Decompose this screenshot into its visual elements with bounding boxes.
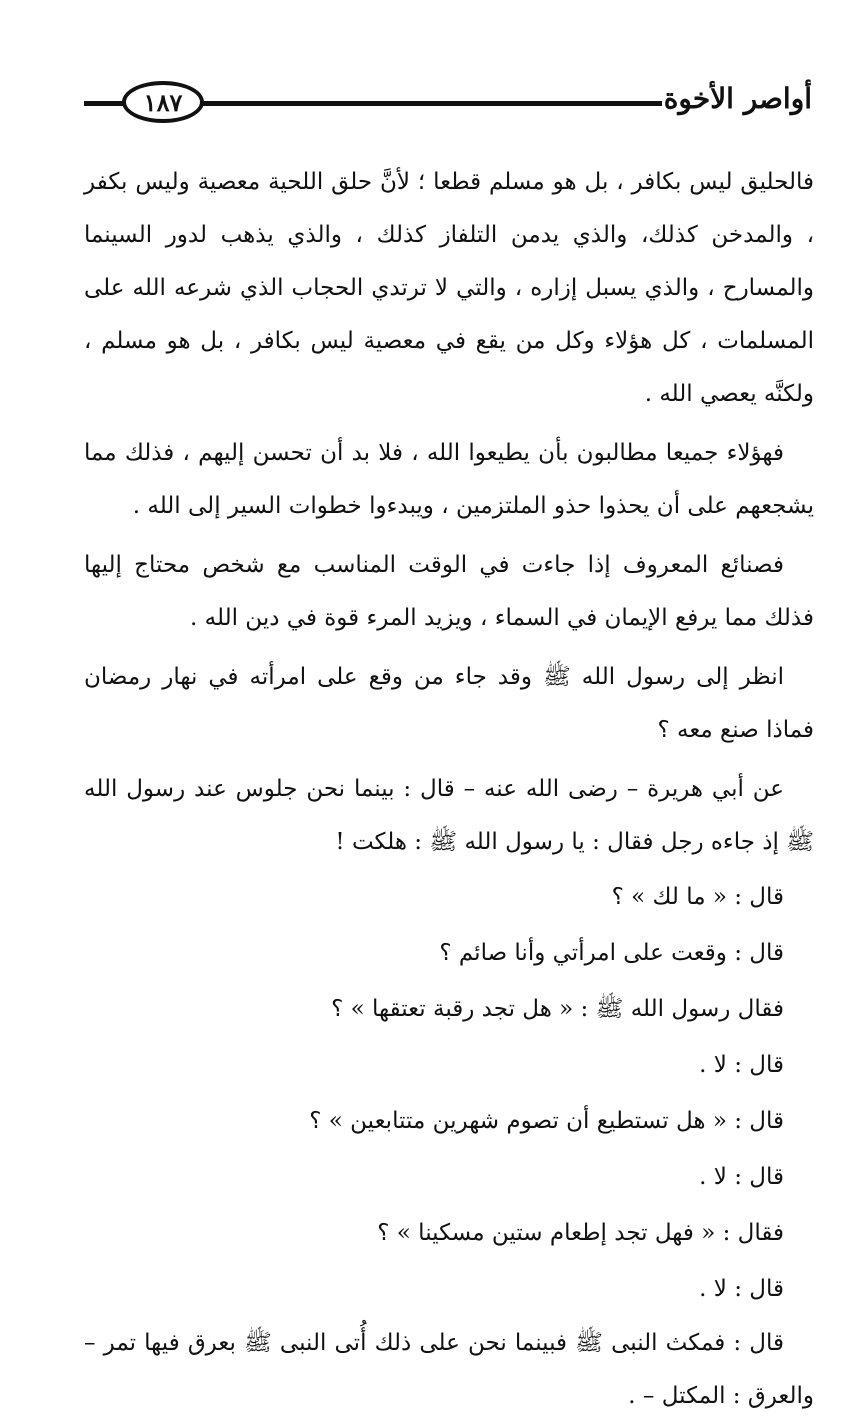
dialogue-line-8: قال : لا . [699, 1276, 784, 1302]
dialogue-line-1: قال : « ما لك » ؟ [611, 884, 784, 910]
header-rule-left [84, 101, 124, 106]
dialogue-line-4: قال : لا . [699, 1052, 784, 1078]
dialogue-line-6: قال : لا . [699, 1164, 784, 1190]
page-header [84, 78, 812, 128]
dialogue-line-2: قال : وقعت على امرأتي وأنا صائم ؟ [439, 940, 784, 966]
page-number: ١٨٧ [122, 81, 204, 123]
dialogue-line-3: فقال رسول الله ﷺ : « هل تجد رقبة تعتقها » ؟ [331, 996, 784, 1022]
dialogue-line-7: فقال : « فهل تجد إطعام ستين مسكينا » ؟ [377, 1220, 784, 1246]
closing-paragraph: قال : فمكث النبى ﷺ فبينما نحن على ذلك أُتى النبى ﷺ بعرق فيها تمر – والعرق : المكتل – . [84, 1330, 814, 1409]
paragraph-5: عن أبي هريرة – رضى الله عنه – قال : بينما نحن جلوس عند رسول الله ﷺ إذ جاءه رجل فقال : يا رسول الله ﷺ : هلكت ! [84, 776, 814, 855]
paragraph-4: انظر إلى رسول الله ﷺ وقد جاء من وقع على امرأته في نهار رمضان فماذا صنع معه ؟ [84, 664, 814, 743]
dialogue-line-5: قال : « هل تستطيع أن تصوم شهرين متتابعين » ؟ [309, 1108, 784, 1134]
page-body [84, 156, 814, 1423]
paragraph-2: فهؤلاء جميعا مطالبون بأن يطيعوا الله ، فلا بد أن تحسن إليهم ، فذلك مما يشجعهم على أن يحذوا حذو الملتزمين ، ويبدءوا خطوات السير إلى الله . [84, 440, 814, 519]
running-title: أواصر الأخوة [663, 82, 812, 115]
paragraph-1: فالحليق ليس بكافر ، بل هو مسلم قطعا ؛ لأنَّ حلق اللحية معصية وليس بكفر ، والمدخن كذلك، والذي يدمن التلفاز كذلك ، والذي يذهب لدور السينما والمسارح ، والذي يسبل إزاره ، والتي لا ترتدي الحجاب الذي شرعه الله على المسلمات ، كل هؤلاء وكل من يقع في معصية ليس بكافر ، بل هو مسلم ، ولكنَّه يعصي الله . [84, 169, 814, 407]
paragraph-3: فصنائع المعروف إذا جاءت في الوقت المناسب مع شخص محتاج إليها فذلك مما يرفع الإيمان في السماء ، ويزيد المرء قوة في دين الله . [84, 552, 814, 631]
header-rule-right [202, 101, 662, 106]
